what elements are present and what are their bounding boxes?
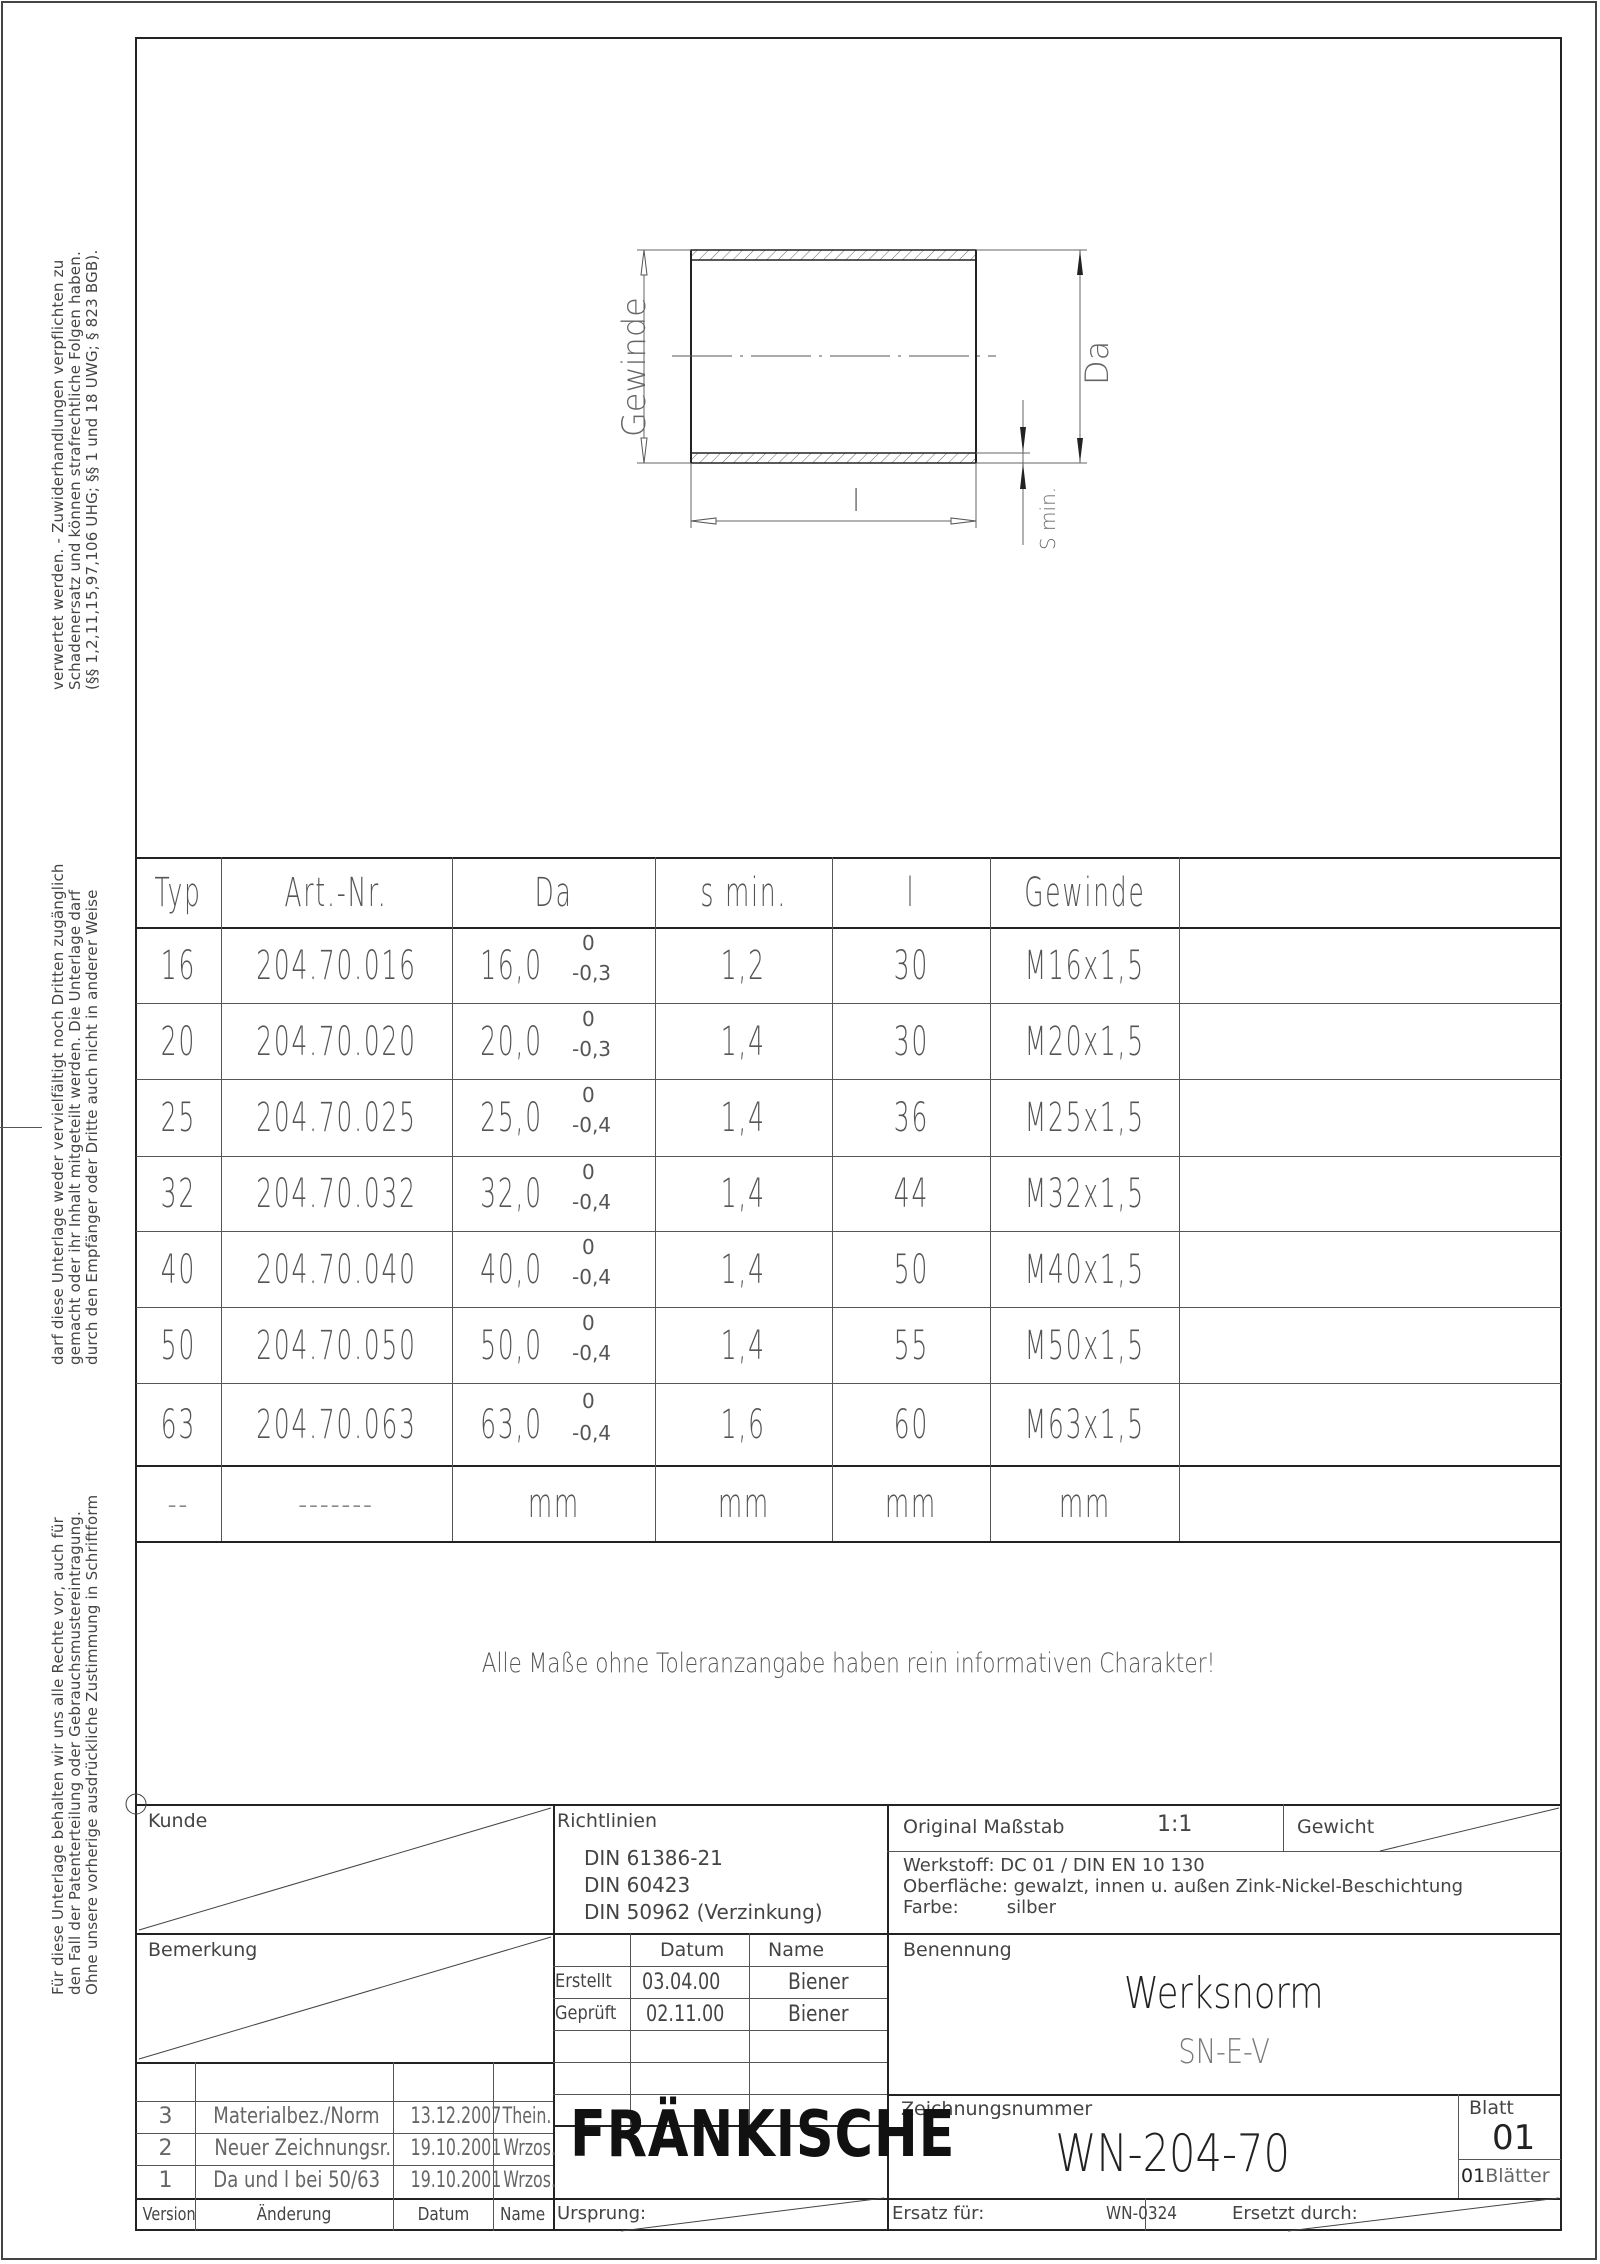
revision-header-name: Name: [500, 2204, 546, 2225]
tolerance-upper: 0: [582, 1160, 595, 1184]
cell-l: 60: [893, 1401, 929, 1448]
unit-l: mm: [884, 1480, 938, 1527]
tolerance-lower: -0,4: [572, 1341, 612, 1365]
cell-l: 55: [893, 1322, 929, 1369]
tolerance-upper: 0: [582, 931, 595, 955]
cell-gewinde: M16x1,5: [1024, 942, 1145, 989]
cell-typ: 63: [160, 1401, 197, 1448]
header-smin: s min.: [700, 869, 787, 916]
revision-header-date: Datum: [417, 2204, 469, 2225]
cell-art-nr: 204.70.063: [256, 1401, 417, 1448]
blaetter-info: [1461, 2165, 1550, 2187]
massstab-label: Original Maßstab: [903, 1816, 1065, 1838]
revision-header-change: Änderung: [256, 2204, 332, 2225]
tolerance-lower: -0,4: [572, 1190, 612, 1214]
tolerance-lower: -0,4: [572, 1421, 612, 1445]
material-info: [903, 1855, 1463, 1918]
cell-typ: 25: [160, 1095, 197, 1141]
header-da: Da: [534, 869, 573, 916]
cell-gewinde: M40x1,5: [1024, 1246, 1145, 1293]
approval-name-geprueft: Biener: [788, 2002, 849, 2027]
cell-smin: 1,4: [720, 1322, 767, 1369]
tolerance-upper: 0: [582, 1389, 595, 1413]
cell-l: 50: [893, 1246, 929, 1293]
tolerance-upper: 0: [582, 1311, 595, 1335]
cell-da: 20,0: [480, 1018, 544, 1065]
label-gewinde: Gewinde: [615, 297, 653, 437]
legal-note-line: verwertet werden. - Zuwiderhandlungen verpflichten zu: [49, 259, 67, 690]
ersatz-fuer-value: WN-0324: [1106, 2203, 1178, 2224]
cell-smin: 1,6: [720, 1401, 767, 1448]
cell-smin: 1,4: [720, 1018, 767, 1065]
approval-col-name: Name: [768, 1939, 825, 1961]
cell-da: 25,0: [480, 1095, 544, 1141]
legal-note-line: Schadenersatz und können strafrechtliche Folgen haben.: [66, 251, 84, 690]
fold-mark: [0, 1127, 42, 1128]
unit-da: mm: [527, 1480, 580, 1527]
richtlinie-item: DIN 50962 (Verzinkung): [584, 1900, 823, 1924]
revision-name: Thein.: [502, 2104, 552, 2129]
tolerance-lower: -0,3: [572, 1037, 612, 1061]
cell-typ: 50: [160, 1322, 197, 1369]
revision-change: Neuer Zeichnungsr.: [214, 2136, 392, 2161]
legal-note-block-2: [50, 863, 101, 1365]
tolerance-upper: 0: [582, 1007, 595, 1031]
richtlinie-item: DIN 60423: [584, 1873, 691, 1897]
cell-art-nr: 204.70.020: [256, 1018, 417, 1065]
richtlinien-list: [584, 1845, 823, 1926]
werkstoff-text: Werkstoff: DC 01 / DIN EN 10 130: [903, 1855, 1205, 1876]
gewicht-label: Gewicht: [1297, 1816, 1375, 1838]
blaetter-count: 01: [1461, 2165, 1486, 2187]
approval-label-geprueft: Geprüft: [555, 2002, 617, 2024]
cell-gewinde: M20x1,5: [1024, 1018, 1145, 1065]
zeichnungsnummer: WN-204-70: [1055, 2124, 1290, 2184]
crosshair-circle-icon: [125, 1793, 149, 1817]
cell-typ: 32: [160, 1171, 197, 1217]
label-da: Da: [1078, 340, 1116, 385]
bemerkung-label: Bemerkung: [148, 1939, 258, 1961]
col-divider: [1179, 857, 1180, 1541]
cell-typ: 20: [160, 1018, 197, 1065]
cell-smin: 1,4: [720, 1171, 767, 1217]
legal-note-block-3: [50, 1495, 101, 1995]
cell-da: 63,0: [480, 1401, 544, 1448]
legal-note-line: den Fall der Patenterteilung oder Gebrauchsmustereintragung.: [66, 1511, 84, 1995]
cell-typ: 40: [160, 1246, 197, 1293]
revision-date: 19.10.2001: [410, 2168, 502, 2193]
cell-gewinde: M63x1,5: [1024, 1401, 1145, 1448]
cell-art-nr: 204.70.025: [256, 1095, 417, 1141]
approval-datum-erstellt: 03.04.00: [642, 1970, 721, 1995]
cell-da: 32,0: [480, 1171, 544, 1217]
benennung-label: Benennung: [903, 1939, 1012, 1961]
legal-note-line: Für diese Unterlage behalten wir uns alle Rechte vor, auch für: [49, 1516, 67, 1995]
cell-art-nr: 204.70.032: [256, 1171, 417, 1217]
benennung-sub: SN-E-V: [1178, 2032, 1270, 2072]
revision-header-version: Version: [142, 2204, 196, 2225]
unit-art-nr: -------: [298, 1480, 375, 1527]
legal-note-line: darf diese Unterlage weder vervielfältigt noch Dritten zugänglich: [49, 863, 67, 1365]
cell-gewinde: M50x1,5: [1024, 1322, 1145, 1369]
tolerance-lower: -0,3: [572, 961, 612, 985]
blatt-label: Blatt: [1469, 2097, 1514, 2119]
unit-typ: --: [167, 1480, 190, 1527]
tolerance-upper: 0: [582, 1235, 595, 1259]
cell-da: 50,0: [480, 1322, 544, 1369]
approval-name-erstellt: Biener: [788, 1970, 849, 1995]
approval-label-erstellt: Erstellt: [555, 1970, 612, 1992]
header-art-nr: Art.-Nr.: [285, 869, 388, 916]
unit-smin: mm: [717, 1480, 770, 1527]
farbe-value: silber: [1006, 1897, 1056, 1918]
header-l: l: [906, 869, 916, 916]
richtlinie-item: DIN 61386-21: [584, 1846, 723, 1870]
header-gewinde: Gewinde: [1023, 869, 1146, 916]
cell-art-nr: 204.70.040: [256, 1246, 417, 1293]
cell-smin: 1,2: [720, 942, 767, 989]
tolerance-lower: -0,4: [572, 1265, 612, 1289]
zeichnungsnummer-label: Zeichnungsnummer: [901, 2098, 1093, 2120]
cell-smin: 1,4: [720, 1246, 767, 1293]
cell-gewinde: M32x1,5: [1024, 1171, 1145, 1217]
revision-date: 19.10.2001: [410, 2136, 502, 2161]
label-l: l: [852, 484, 861, 519]
table-bottom-border: [136, 1541, 1561, 1543]
revision-version: 1: [158, 2168, 173, 2193]
revision-version: 2: [158, 2136, 173, 2161]
kunde-label: Kunde: [148, 1810, 208, 1832]
cell-l: 36: [893, 1095, 929, 1141]
cell-art-nr: 204.70.016: [256, 942, 417, 989]
approval-col-datum: Datum: [660, 1939, 725, 1961]
cell-l: 44: [893, 1171, 929, 1217]
cell-smin: 1,4: [720, 1095, 767, 1141]
tolerance-lower: -0,4: [572, 1113, 612, 1137]
legal-note-line: (§§ 1,2,11,15,97,106 UHG; §§ 1 und 18 UWG; § 823 BGB).: [83, 249, 101, 690]
blaetter-label: Blätter: [1485, 2165, 1550, 2187]
revision-change: Materialbez./Norm: [213, 2104, 380, 2129]
cell-typ: 16: [160, 942, 197, 989]
cell-l: 30: [893, 942, 929, 989]
company-logo: FRÄNKISCHE: [570, 2098, 956, 2172]
oberflaeche-text: Oberfläche: gewalzt, innen u. außen Zink-Nickel-Beschichtung: [903, 1876, 1464, 1897]
tolerance-upper: 0: [582, 1083, 595, 1107]
legal-note-line: durch den Empfänger oder Dritte auch nicht in anderer Weise: [83, 889, 101, 1365]
cell-art-nr: 204.70.050: [256, 1322, 417, 1369]
ursprung-label: Ursprung:: [557, 2203, 647, 2224]
richtlinien-label: Richtlinien: [557, 1810, 658, 1832]
cell-da: 40,0: [480, 1246, 544, 1293]
tolerance-note-text: Alle Maße ohne Toleranzangabe haben rein informativen Charakter!: [481, 1648, 1216, 1679]
revision-version: 3: [158, 2104, 173, 2129]
revision-name: Wrzos.: [503, 2136, 557, 2161]
tolerance-note: [136, 1648, 1561, 1679]
label-smin: S min.: [1036, 486, 1060, 550]
revision-name: Wrzos.: [503, 2168, 557, 2193]
benennung-title: Werksnorm: [1124, 1968, 1324, 2019]
farbe-label: Farbe:: [903, 1897, 959, 1918]
blatt-value: 01: [1492, 2118, 1536, 2158]
ersatz-fuer-label: Ersatz für:: [892, 2203, 985, 2224]
massstab-value: 1:1: [1157, 1812, 1193, 1837]
approval-datum-geprueft: 02.11.00: [646, 2002, 725, 2027]
cell-gewinde: M25x1,5: [1024, 1095, 1145, 1141]
unit-gewinde: mm: [1058, 1480, 1111, 1527]
ersetzt-durch-label: Ersetzt durch:: [1232, 2203, 1358, 2224]
legal-note-line: Ohne unsere vorherige ausdrückliche Zustimmung in Schriftform: [83, 1494, 101, 1995]
revision-date: 13.12.2007: [410, 2104, 502, 2129]
cell-l: 30: [893, 1018, 929, 1065]
legal-note-line: gemacht oder ihr Inhalt mitgeteilt werden. Die Unterlage darf: [66, 889, 84, 1365]
legal-note-block-1: [50, 250, 101, 690]
revision-change: Da und l bei 50/63: [213, 2168, 381, 2193]
header-typ: Typ: [154, 869, 203, 916]
cell-da: 16,0: [480, 942, 544, 989]
